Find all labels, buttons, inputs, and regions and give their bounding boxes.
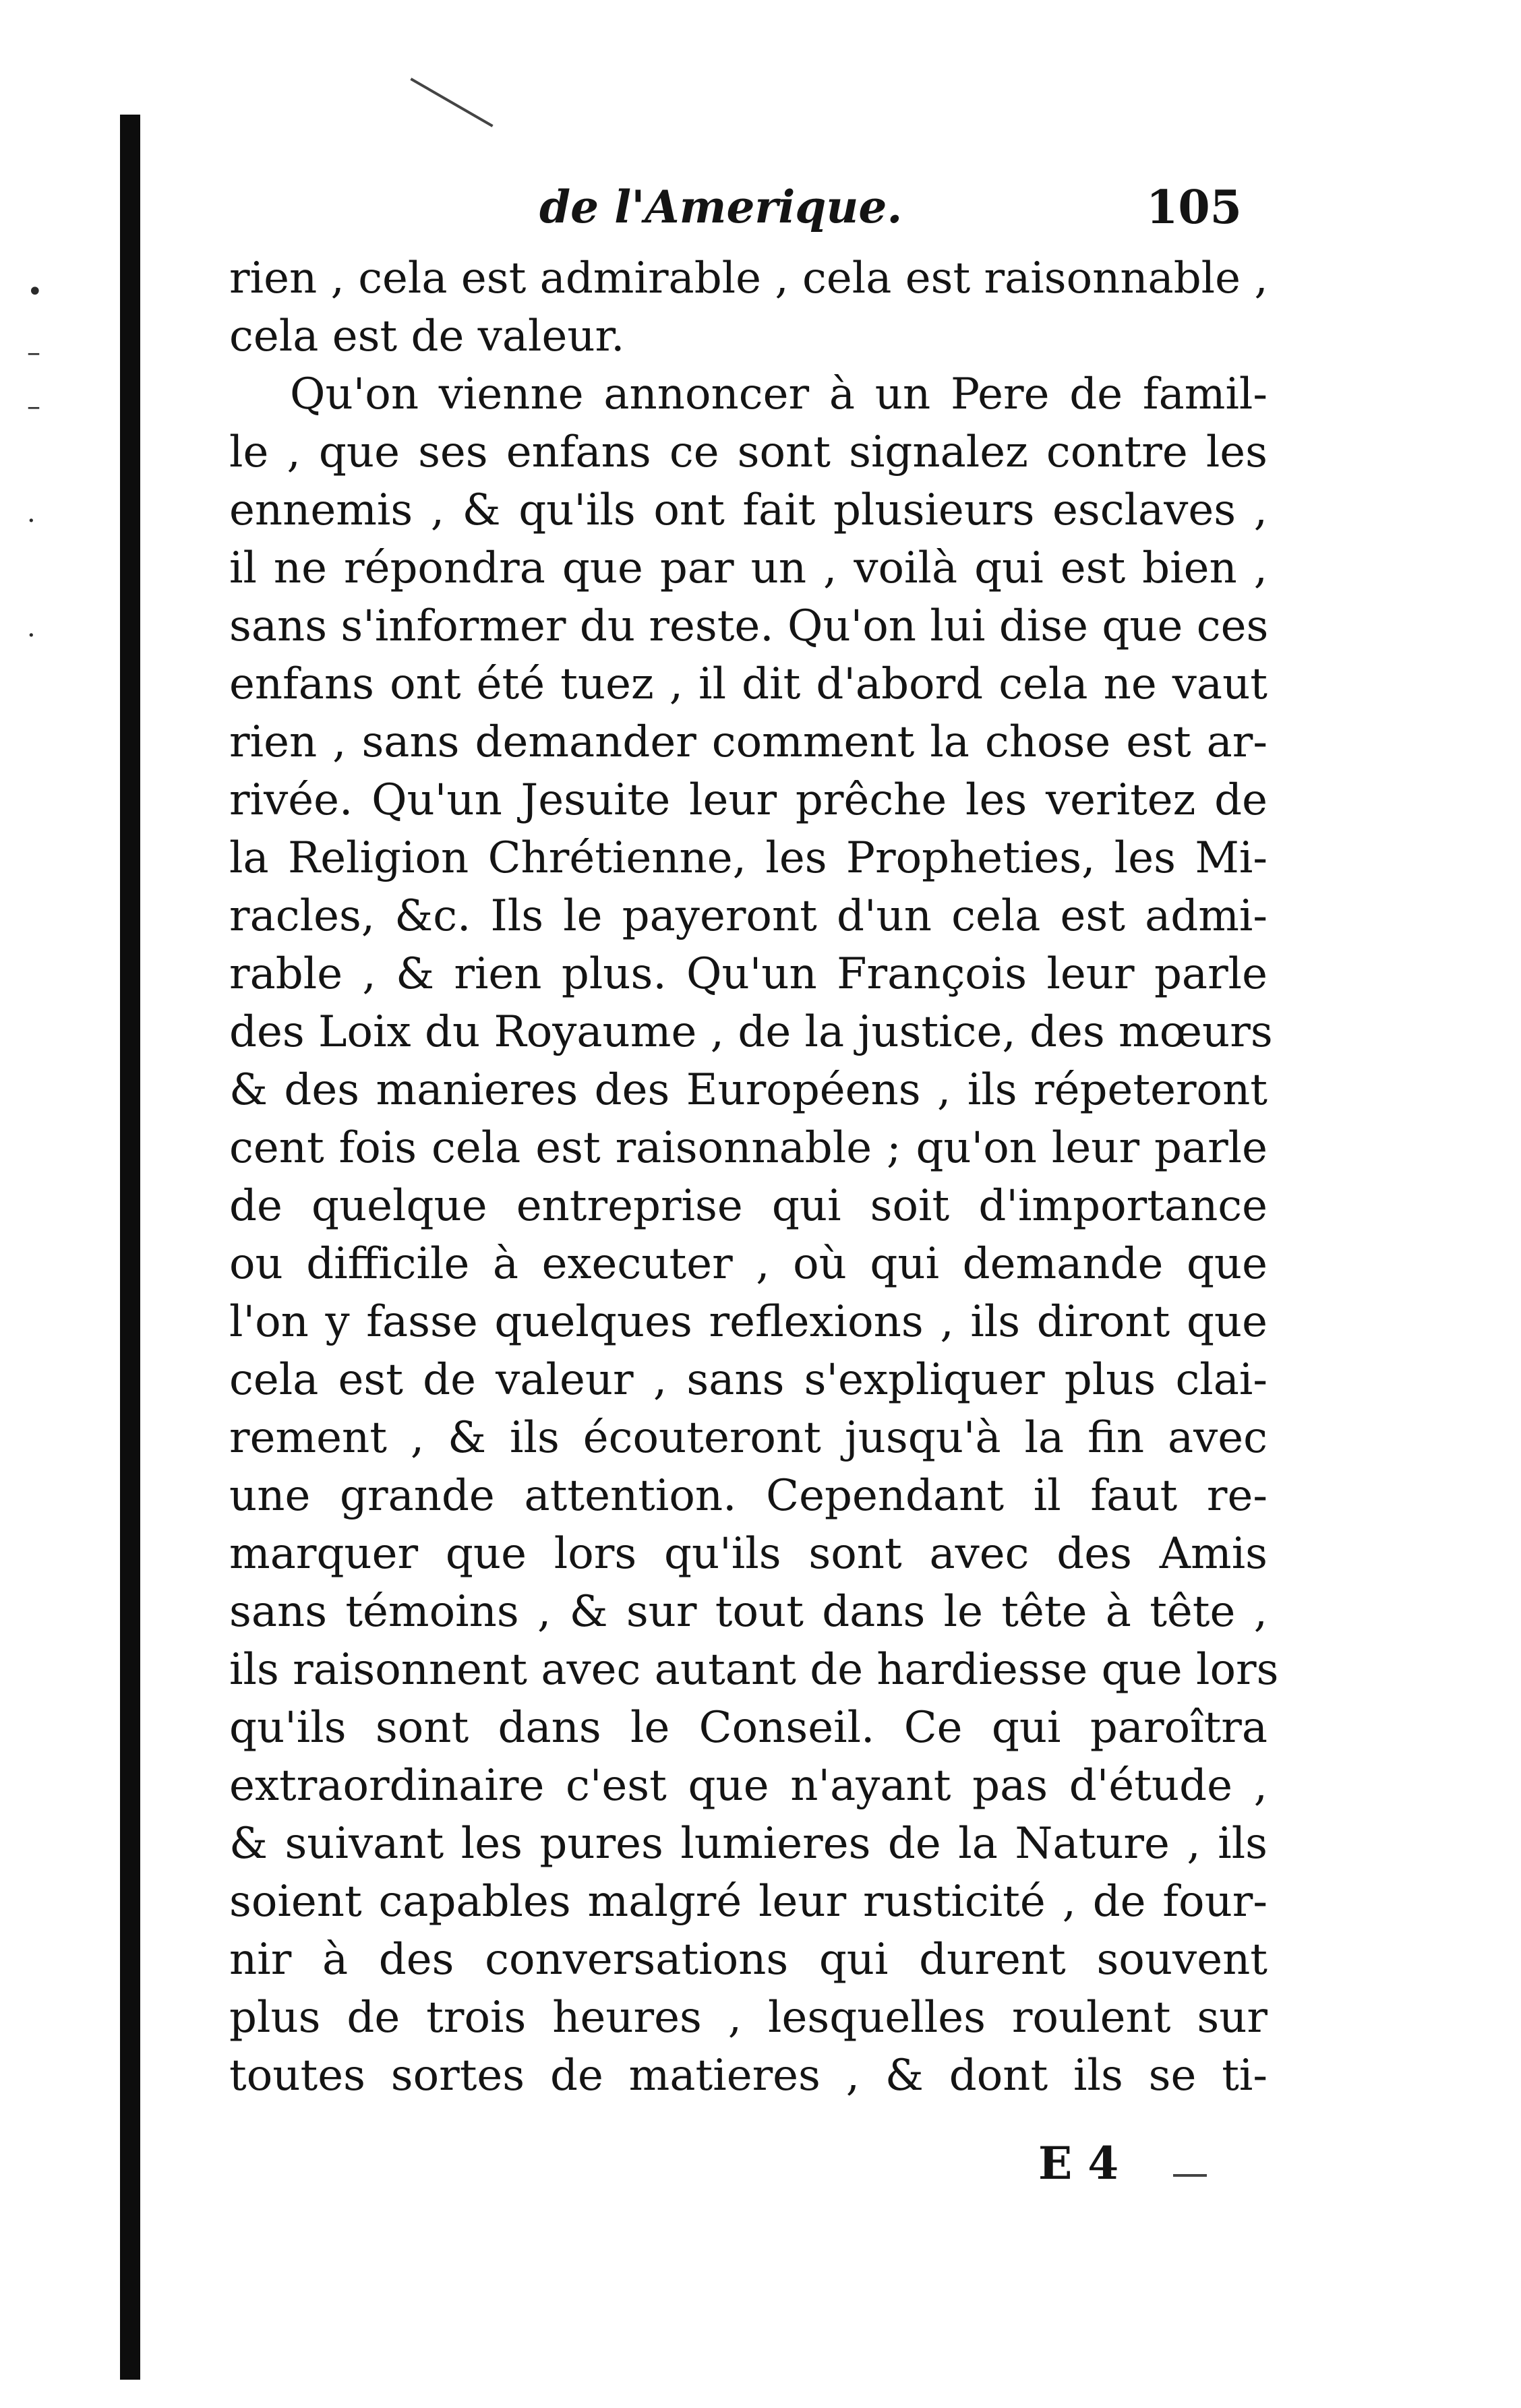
- text-line: le , que ses enfans ce sont signalez contre les: [229, 427, 1268, 477]
- text-line: des Loix du Royaume , de la justice, des mœurs: [229, 1007, 1273, 1057]
- page-number: 105: [1146, 181, 1242, 235]
- margin-speck: ·: [27, 506, 36, 537]
- running-title: de l'Amerique.: [539, 181, 903, 233]
- text-line: rable , & rien plus. Qu'un François leur parle: [229, 949, 1268, 999]
- text-line: une grande attention. Cependant il faut re-: [229, 1471, 1268, 1521]
- text-line: la Religion Chrétienne, les Propheties, les Mi-: [229, 833, 1268, 883]
- text-line: soient capables malgré leur rusticité , de four-: [229, 1877, 1268, 1927]
- text-line: sans s'informer du reste. Qu'on lui dise que ces: [229, 601, 1269, 651]
- text-line: cent fois cela est raisonnable ; qu'on leur parle: [229, 1123, 1268, 1173]
- body-text: [229, 249, 1279, 2105]
- text-line: nir à des conversations qui durent souvent: [229, 1935, 1268, 1985]
- page-header: [0, 181, 1521, 241]
- margin-speck: –: [27, 391, 40, 422]
- text-line: marquer que lors qu'ils sont avec des Amis: [229, 1529, 1268, 1579]
- text-line: rien , sans demander comment la chose est ar-: [229, 717, 1268, 767]
- text-line: rivée. Qu'un Jesuite leur prêche les veritez de: [229, 775, 1268, 825]
- text-line: plus de trois heures , lesquelles roulent sur: [229, 1993, 1268, 2043]
- text-line: de quelque entreprise qui soit d'importance: [229, 1181, 1268, 1231]
- text-line: ils raisonnent avec autant de hardiesse que lors: [229, 1645, 1279, 1695]
- margin-speck: –: [27, 337, 40, 368]
- ink-stroke: [410, 78, 493, 127]
- text-line: toutes sortes de matieres , & dont ils se ti-: [229, 2051, 1268, 2101]
- margin-speck: ·: [27, 620, 36, 651]
- text-line: racles, &c. Ils le payeront d'un cela est admi-: [229, 891, 1268, 941]
- text-line: qu'ils sont dans le Conseil. Ce qui paroîtra: [229, 1703, 1268, 1753]
- text-line: & des manieres des Européens , ils répeteront: [229, 1065, 1268, 1115]
- text-line: sans témoins , & sur tout dans le tête à tête ,: [229, 1587, 1268, 1637]
- text-line: Qu'on vienne annoncer à un Pere de famil-: [290, 369, 1268, 419]
- binding-shadow: [120, 115, 140, 2380]
- text-line: ou difficile à executer , où qui demande que: [229, 1239, 1268, 1289]
- text-line: ennemis , & qu'ils ont fait plusieurs esclaves ,: [229, 485, 1268, 535]
- margin-speck: •: [27, 276, 43, 307]
- text-line: enfans ont été tuez , il dit d'abord cela ne vaut: [229, 659, 1268, 709]
- text-line: rement , & ils écouteront jusqu'à la fin avec: [229, 1413, 1268, 1463]
- signature-mark: E 4: [1038, 2137, 1119, 2190]
- text-line: cela est de valeur.: [229, 311, 625, 361]
- text-line: il ne répondra que par un , voilà qui est bien ,: [229, 543, 1268, 593]
- ink-dash: [1173, 2174, 1207, 2177]
- text-line: & suivant les pures lumieres de la Nature , ils: [229, 1819, 1268, 1869]
- text-line: cela est de valeur , sans s'expliquer plus clai-: [229, 1355, 1268, 1405]
- text-line: l'on y fasse quelques reflexions , ils diront que: [229, 1297, 1268, 1347]
- text-line: rien , cela est admirable , cela est raisonnable ,: [229, 253, 1268, 303]
- text-line: extraordinaire c'est que n'ayant pas d'étude ,: [229, 1761, 1268, 1811]
